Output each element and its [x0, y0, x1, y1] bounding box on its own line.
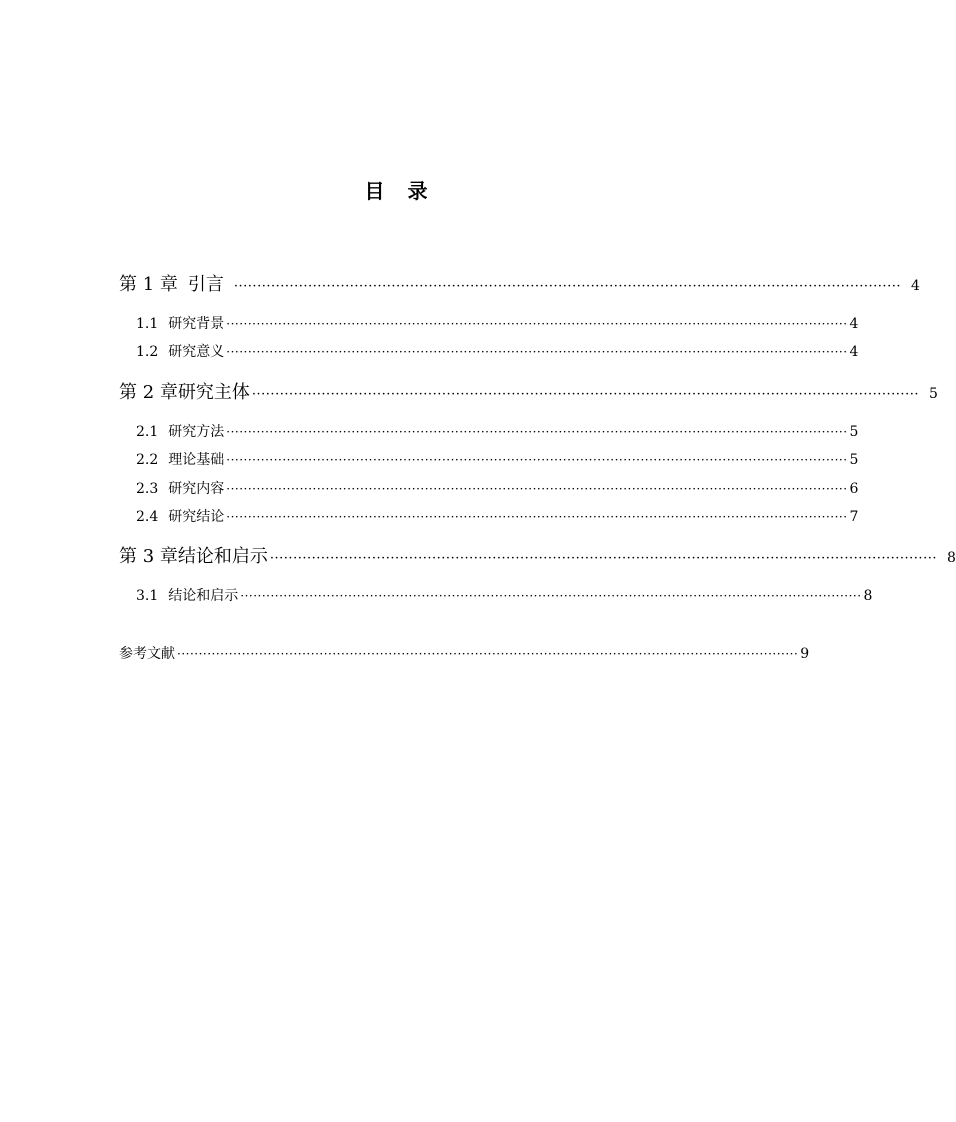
dot-leader: ················································································································································ — [233, 279, 901, 294]
toc-entry-label — [136, 479, 224, 499]
dot-leader: ················································································································································ — [226, 345, 848, 359]
toc-section-2-3[interactable] — [136, 479, 859, 499]
chapter-number: 第 2 章 — [119, 382, 178, 403]
toc-entry-label — [119, 545, 268, 569]
dot-leader: ················································································································································ — [226, 453, 848, 467]
chapter-title: 引言 — [187, 274, 224, 295]
dot-leader: ················································································································································ — [177, 647, 799, 661]
page-number: 8 — [946, 550, 956, 566]
page-number: 7 — [849, 509, 859, 525]
page-number: 9 — [800, 646, 810, 662]
chapter-title: 研究主体 — [177, 382, 250, 403]
dot-leader: ················································································································································ — [269, 551, 937, 566]
section-title: 研究意义 — [168, 344, 225, 360]
toc-entry-label — [119, 381, 250, 405]
chapter-number: 第 3 章 — [119, 546, 178, 567]
section-title: 理论基础 — [168, 452, 225, 468]
title-char-2: 录 — [407, 179, 429, 203]
toc-entry-label — [119, 273, 224, 297]
page-number: 5 — [928, 386, 938, 402]
toc-chapter-3[interactable] — [119, 545, 956, 571]
title-char-1: 目 — [364, 179, 386, 203]
section-title: 研究方法 — [168, 424, 225, 440]
references-title: 参考文献 — [119, 646, 175, 662]
section-title: 研究结论 — [168, 509, 225, 525]
section-title: 结论和启示 — [168, 588, 239, 604]
page-number: 4 — [910, 278, 920, 294]
toc-entry-label — [136, 422, 224, 442]
chapter-title: 结论和启示 — [177, 546, 268, 567]
page-number: 8 — [863, 588, 873, 604]
section-number: 2.4 — [136, 509, 159, 525]
section-number: 1.1 — [136, 316, 159, 332]
toc-chapter-1[interactable] — [119, 273, 920, 299]
toc-section-3-1[interactable] — [136, 586, 873, 606]
dot-leader: ················································································································································ — [240, 589, 862, 603]
dot-leader: ················································································································································ — [226, 317, 848, 331]
toc-section-2-2[interactable] — [136, 450, 859, 470]
page-number: 5 — [849, 452, 859, 468]
section-number: 2.3 — [136, 481, 159, 497]
section-number: 2.1 — [136, 424, 159, 440]
page-number: 5 — [849, 424, 859, 440]
page-number: 4 — [849, 316, 859, 332]
section-number: 1.2 — [136, 344, 159, 360]
dot-leader: ················································································································································ — [226, 510, 848, 524]
toc-section-2-1[interactable] — [136, 422, 859, 442]
toc-chapter-2[interactable] — [119, 381, 938, 407]
toc-entry-label — [136, 342, 224, 362]
dot-leader: ················································································································································ — [251, 387, 919, 402]
toc-section-1-2[interactable] — [136, 342, 859, 362]
toc-section-2-4[interactable] — [136, 507, 859, 527]
section-title: 研究背景 — [168, 316, 225, 332]
page-number: 6 — [849, 481, 859, 497]
section-number: 2.2 — [136, 452, 159, 468]
page-title — [0, 178, 793, 204]
toc-entry-label — [136, 507, 224, 527]
dot-leader: ················································································································································ — [226, 482, 848, 496]
dot-leader: ················································································································································ — [226, 425, 848, 439]
section-number: 3.1 — [136, 588, 159, 604]
toc-entry-label — [136, 314, 224, 334]
toc-section-1-1[interactable] — [136, 314, 859, 334]
page-number: 4 — [849, 344, 859, 360]
toc-entry-label — [136, 586, 238, 606]
section-title: 研究内容 — [168, 481, 225, 497]
toc-entry-label — [136, 450, 224, 470]
chapter-number: 第 1 章 — [119, 274, 178, 295]
toc-references[interactable] — [119, 644, 810, 664]
